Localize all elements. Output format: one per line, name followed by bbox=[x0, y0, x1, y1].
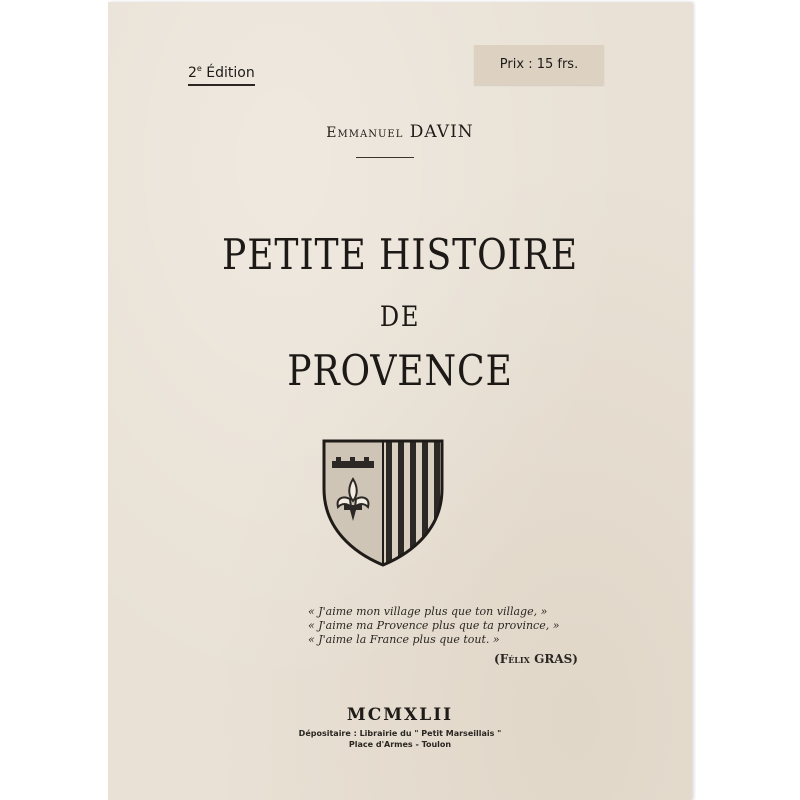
title-line-3: PROVENCE bbox=[287, 346, 513, 395]
title-line-2: DE bbox=[379, 300, 421, 333]
edition-word: Édition bbox=[206, 65, 255, 81]
edition-suffix: e bbox=[196, 64, 202, 73]
price-label: Prix : 15 frs. bbox=[474, 45, 604, 85]
attribution-first-name: Félix bbox=[499, 652, 530, 666]
author-name bbox=[108, 122, 692, 142]
coat-of-arms-icon bbox=[320, 437, 446, 569]
author-last-name: DAVIN bbox=[409, 122, 474, 142]
attribution-last-name: GRAS bbox=[534, 652, 573, 666]
quote-line-3: « J'aime la France plus que tout. » bbox=[308, 633, 500, 646]
publication-year: MCMXLII bbox=[346, 705, 454, 725]
edition-label bbox=[188, 60, 255, 86]
quote-attribution bbox=[494, 652, 578, 666]
quote-line-2: « J'aime ma Provence plus que ta province, » bbox=[308, 619, 560, 632]
attribution-close-paren: ) bbox=[572, 652, 578, 666]
book-cover bbox=[108, 2, 692, 800]
author-first-name: Emmanuel bbox=[326, 125, 404, 141]
publisher-line-2: Place d'Armes - Toulon bbox=[348, 740, 452, 749]
attribution-open-paren: ( bbox=[494, 652, 500, 666]
publisher-info bbox=[108, 728, 692, 750]
quote-line-1: « J'aime mon village plus que ton village, » bbox=[308, 605, 548, 618]
author-divider bbox=[356, 157, 414, 158]
publisher-line-1: Dépositaire : Librairie du " Petit Marseillais " bbox=[298, 729, 502, 738]
epigraph-quote bbox=[308, 605, 608, 647]
title-line-1: PETITE HISTOIRE bbox=[222, 230, 578, 279]
edition-number: 2 bbox=[188, 65, 197, 81]
